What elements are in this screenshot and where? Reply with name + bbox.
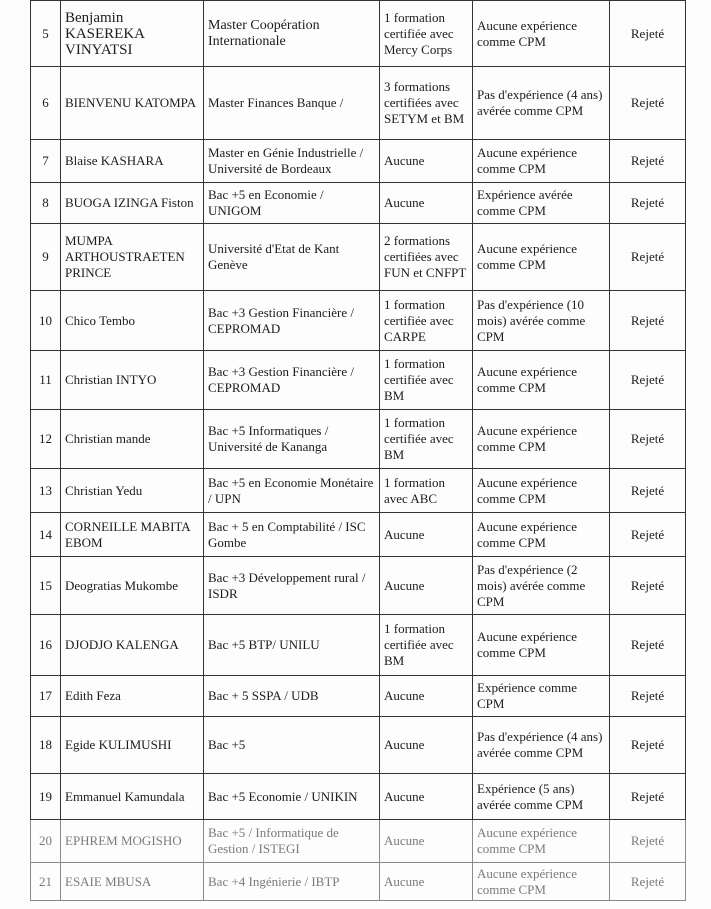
- candidate-diploma: Bac +3 Gestion Financière / CEPROMAD: [204, 351, 380, 410]
- candidate-experience: Aucune expérience comme CPM: [473, 469, 610, 513]
- candidate-experience: Pas d'expérience (4 ans) avérée comme CPM: [473, 717, 610, 774]
- candidate-diploma: Bac +5 en Economie / UNIGOM: [204, 183, 380, 224]
- candidate-experience: Pas d'expérience (4 ans) avérée comme CPM: [473, 67, 610, 140]
- table-row: [31, 863, 686, 901]
- candidate-experience: Aucune expérience comme CPM: [473, 410, 610, 469]
- candidate-diploma: Université d'Etat de Kant Genève: [204, 224, 380, 291]
- candidate-training: 1 formation certifiée avec Mercy Corps: [380, 1, 473, 67]
- candidate-diploma: Bac +4 Ingénierie / IBTP: [204, 863, 380, 901]
- candidate-training: 1 formation certifiée avec CARPE: [380, 291, 473, 351]
- table-row: [31, 557, 686, 615]
- status-cell: Rejeté: [610, 863, 686, 901]
- candidate-name: Christian INTYO: [61, 351, 204, 410]
- candidate-experience: Expérience (5 ans) avérée comme CPM: [473, 774, 610, 820]
- candidate-training: Aucune: [380, 820, 473, 863]
- table-row: [31, 291, 686, 351]
- row-number: 6: [31, 67, 61, 140]
- candidate-training: Aucune: [380, 557, 473, 615]
- candidate-diploma: Bac +5: [204, 717, 380, 774]
- candidate-experience: Pas d'expérience (2 mois) avérée comme CPM: [473, 557, 610, 615]
- candidate-name: Deogratias Mukombe: [61, 557, 204, 615]
- row-number: 5: [31, 1, 61, 67]
- row-number: 18: [31, 717, 61, 774]
- candidate-training: Aucune: [380, 183, 473, 224]
- table-row: [31, 183, 686, 224]
- table-row: [31, 615, 686, 676]
- status-cell: Rejeté: [610, 140, 686, 183]
- status-cell: Rejeté: [610, 183, 686, 224]
- candidate-experience: Aucune expérience comme CPM: [473, 351, 610, 410]
- row-number: 11: [31, 351, 61, 410]
- status-cell: Rejeté: [610, 410, 686, 469]
- candidate-diploma: Master Coopération Internationale: [204, 1, 380, 67]
- status-cell: Rejeté: [610, 291, 686, 351]
- candidates-table: [30, 0, 686, 901]
- candidate-name: Egide KULIMUSHI: [61, 717, 204, 774]
- row-number: 8: [31, 183, 61, 224]
- status-cell: Rejeté: [610, 513, 686, 557]
- candidate-name: Blaise KASHARA: [61, 140, 204, 183]
- candidate-training: 2 formations certifiées avec FUN et CNFPT: [380, 224, 473, 291]
- status-cell: Rejeté: [610, 557, 686, 615]
- row-number: 21: [31, 863, 61, 901]
- candidate-experience: Aucune expérience comme CPM: [473, 140, 610, 183]
- candidate-training: 3 formations certifiées avec SETYM et BM: [380, 67, 473, 140]
- candidate-training: Aucune: [380, 863, 473, 901]
- row-number: 7: [31, 140, 61, 183]
- candidate-diploma: Master Finances Banque /: [204, 67, 380, 140]
- candidate-experience: Expérience comme CPM: [473, 676, 610, 717]
- row-number: 19: [31, 774, 61, 820]
- candidate-training: Aucune: [380, 676, 473, 717]
- candidate-diploma: Bac + 5 en Comptabilité / ISC Gombe: [204, 513, 380, 557]
- status-cell: Rejeté: [610, 717, 686, 774]
- candidate-training: 1 formation certifiée avec BM: [380, 615, 473, 676]
- candidate-training: Aucune: [380, 717, 473, 774]
- table-row: [31, 774, 686, 820]
- candidate-name: Benjamin KASEREKA VINYATSI: [61, 1, 204, 67]
- row-number: 13: [31, 469, 61, 513]
- candidate-training: Aucune: [380, 774, 473, 820]
- candidate-experience: Aucune expérience comme CPM: [473, 863, 610, 901]
- candidate-diploma: Master en Génie Industrielle / Université de Bordeaux: [204, 140, 380, 183]
- status-cell: Rejeté: [610, 774, 686, 820]
- table-row: [31, 67, 686, 140]
- row-number: 16: [31, 615, 61, 676]
- candidate-diploma: Bac + 5 SSPA / UDB: [204, 676, 380, 717]
- candidate-experience: Aucune expérience comme CPM: [473, 513, 610, 557]
- candidate-experience: Aucune expérience comme CPM: [473, 1, 610, 67]
- row-number: 14: [31, 513, 61, 557]
- candidate-name: CORNEILLE MABITA EBOM: [61, 513, 204, 557]
- status-cell: Rejeté: [610, 615, 686, 676]
- table-row: [31, 351, 686, 410]
- candidate-experience: Expérience avérée comme CPM: [473, 183, 610, 224]
- candidate-training: 1 formation certifiée avec BM: [380, 351, 473, 410]
- status-cell: Rejeté: [610, 67, 686, 140]
- status-cell: Rejeté: [610, 1, 686, 67]
- table-row: [31, 224, 686, 291]
- status-cell: Rejeté: [610, 820, 686, 863]
- candidate-name: Christian Yedu: [61, 469, 204, 513]
- candidate-training: Aucune: [380, 140, 473, 183]
- candidate-diploma: Bac +5 / Informatique de Gestion / ISTEGI: [204, 820, 380, 863]
- candidate-experience: Aucune expérience comme CPM: [473, 615, 610, 676]
- candidate-diploma: Bac +5 Informatiques / Université de Kananga: [204, 410, 380, 469]
- candidate-name: BIENVENU KATOMPA: [61, 67, 204, 140]
- candidate-diploma: Bac +5 Economie / UNIKIN: [204, 774, 380, 820]
- candidate-name: EPHREM MOGISHO: [61, 820, 204, 863]
- table-row: [31, 676, 686, 717]
- candidate-experience: Aucune expérience comme CPM: [473, 224, 610, 291]
- candidate-training: Aucune: [380, 513, 473, 557]
- candidate-diploma: Bac +3 Développement rural / ISDR: [204, 557, 380, 615]
- status-cell: Rejeté: [610, 676, 686, 717]
- candidate-diploma: Bac +5 BTP/ UNILU: [204, 615, 380, 676]
- table-row: [31, 717, 686, 774]
- candidate-name: Chico Tembo: [61, 291, 204, 351]
- candidate-name: BUOGA IZINGA Fiston: [61, 183, 204, 224]
- table-row: [31, 140, 686, 183]
- candidate-diploma: Bac +3 Gestion Financière / CEPROMAD: [204, 291, 380, 351]
- candidate-diploma: Bac +5 en Economie Monétaire / UPN: [204, 469, 380, 513]
- candidate-name: Emmanuel Kamundala: [61, 774, 204, 820]
- row-number: 20: [31, 820, 61, 863]
- row-number: 12: [31, 410, 61, 469]
- row-number: 15: [31, 557, 61, 615]
- candidate-name: ESAIE MBUSA: [61, 863, 204, 901]
- candidate-name: Christian mande: [61, 410, 204, 469]
- candidate-training: 1 formation certifiée avec BM: [380, 410, 473, 469]
- candidate-experience: Aucune expérience comme CPM: [473, 820, 610, 863]
- table-row: [31, 820, 686, 863]
- status-cell: Rejeté: [610, 224, 686, 291]
- candidate-training: 1 formation avec ABC: [380, 469, 473, 513]
- row-number: 10: [31, 291, 61, 351]
- table-row: [31, 1, 686, 67]
- candidate-name: Edith Feza: [61, 676, 204, 717]
- row-number: 9: [31, 224, 61, 291]
- table-row: [31, 410, 686, 469]
- status-cell: Rejeté: [610, 351, 686, 410]
- status-cell: Rejeté: [610, 469, 686, 513]
- table-row: [31, 469, 686, 513]
- row-number: 17: [31, 676, 61, 717]
- candidate-name: MUMPA ARTHOUSTRAETEN PRINCE: [61, 224, 204, 291]
- table-row: [31, 513, 686, 557]
- candidate-experience: Pas d'expérience (10 mois) avérée comme CPM: [473, 291, 610, 351]
- candidate-name: DJODJO KALENGA: [61, 615, 204, 676]
